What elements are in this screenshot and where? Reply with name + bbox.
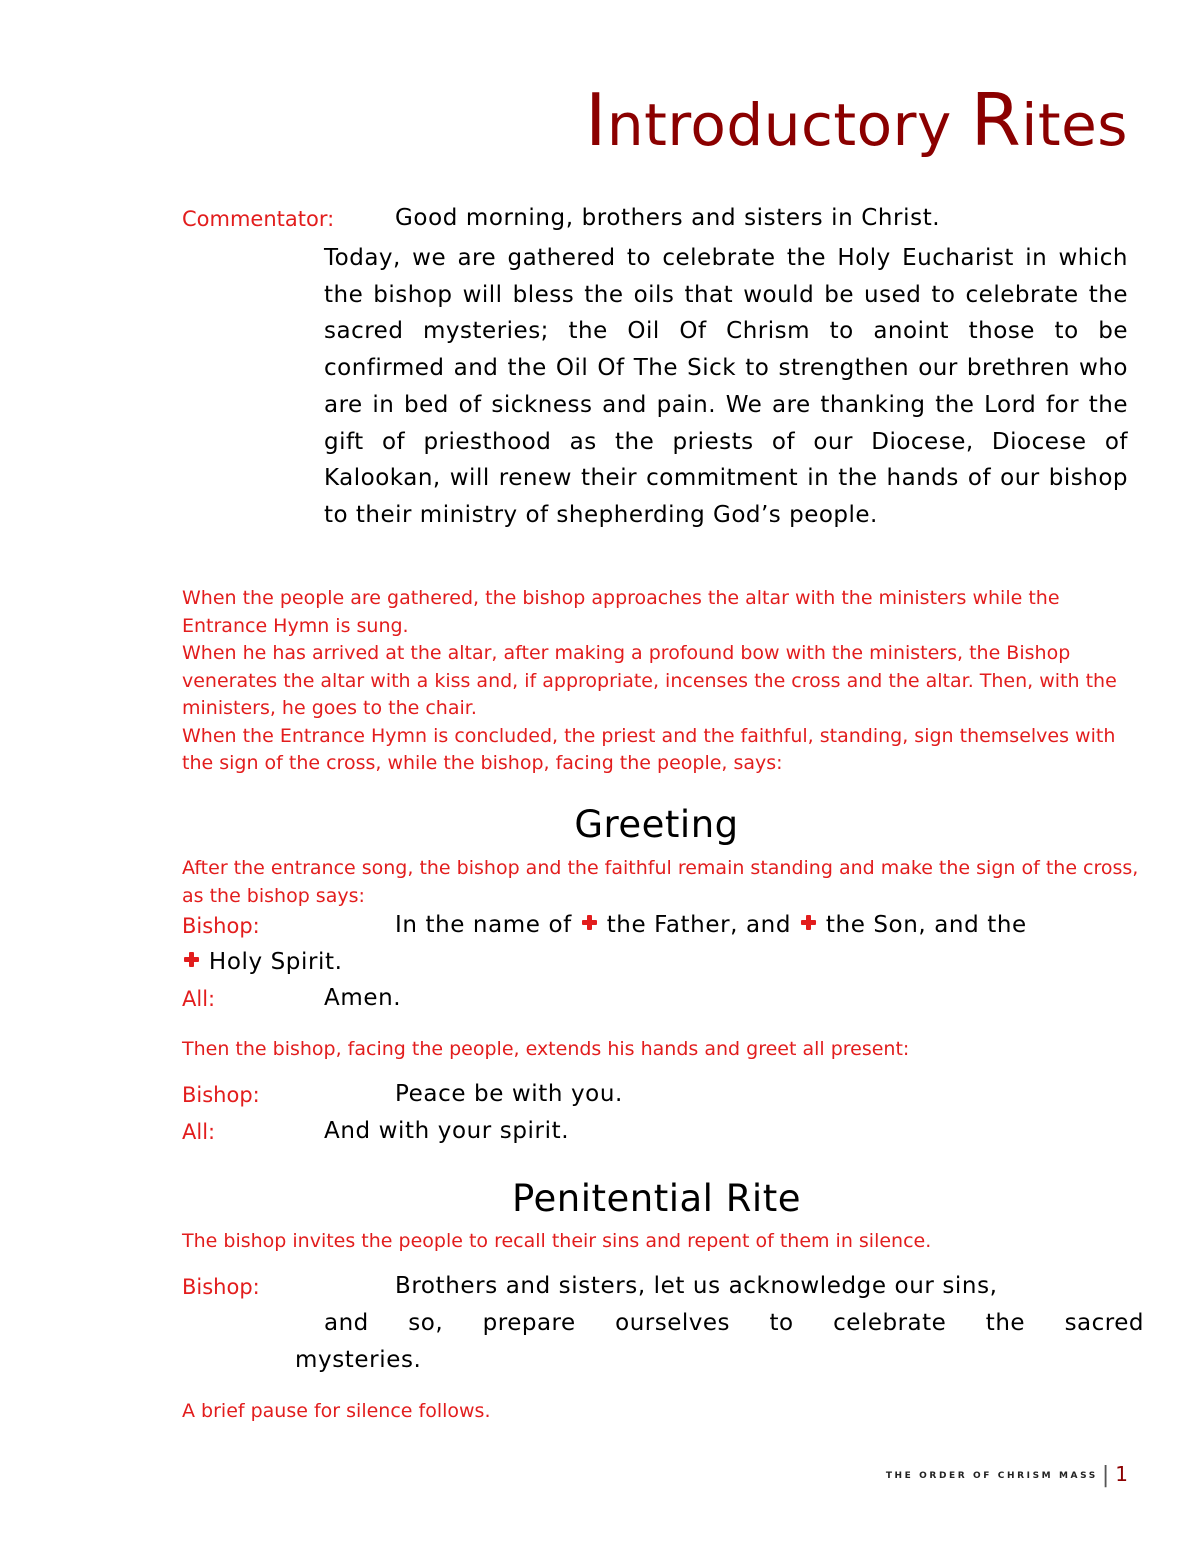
- all-label: All:: [182, 1120, 216, 1144]
- running-title: THE ORDER OF CHRISM MASS: [885, 1471, 1098, 1481]
- greeting-rubric: After the entrance song, the bishop and the faithful remain standing and make the sign of the cross, as the bishop says:: [182, 857, 1139, 907]
- commentator-paragraph: Today, we are gathered to celebrate the Holy Eucharist in which the bishop will bless the oils that would be used to celebrate the sacred mysteries; the Oil Of Chrism to anoint those to be confirmed and the Oil Of The Sick to strengthen our brethren who are in bed of sickness and pain. We are thanking the Lord for the gift of priesthood as the priests of our Diocese, Diocese of Kalookan, will renew their commitment in the hands of our bishop to their ministry of shepherding God’s people.: [324, 245, 1128, 528]
- bishop-label: Bishop:: [182, 1275, 260, 1299]
- section-heading-greeting: Greeting: [574, 803, 739, 846]
- rubric-sign-of-cross: When the Entrance Hymn is concluded, the priest and the faithful, standing, sign themselves with the sign of the cross, while the bishop, facing the people, says:: [182, 724, 1116, 774]
- rubric-altar: When he has arrived at the altar, after making a profound bow with the ministers, the Bishop venerates the altar with a kiss and, if appropriate, incenses the cross and the altar. Then, with the ministers, he goes to the chair.: [182, 642, 1117, 719]
- page-footer: [886, 1462, 1128, 1488]
- greeting-rubric-2: Then the bishop, facing the people, extends his hands and greet all present:: [182, 1038, 910, 1060]
- penitential-invitation-line-2: and so, prepare ourselves to celebrate the sacred: [324, 1310, 1144, 1336]
- page-number: 1: [1115, 1462, 1128, 1486]
- cross-icon: [801, 915, 816, 930]
- all-response-spirit: And with your spirit.: [324, 1118, 570, 1144]
- all-response-amen: Amen.: [324, 985, 402, 1011]
- page-title: Introductory Rites: [585, 78, 1128, 162]
- penitential-rubric-2: A brief pause for silence follows.: [182, 1400, 491, 1422]
- cross-icon: [582, 915, 597, 930]
- commentator-greeting: Good morning, brothers and sisters in Christ.: [395, 205, 941, 231]
- bishop-label: Bishop:: [182, 914, 260, 938]
- bishop-peace: Peace be with you.: [395, 1081, 623, 1107]
- bishop-label: Bishop:: [182, 1083, 260, 1107]
- section-heading-penitential-rite: Penitential Rite: [512, 1177, 801, 1220]
- trinitarian-formula: In the name of the Father, and the Son, and the: [395, 912, 1027, 938]
- trinitarian-formula-end: Holy Spirit.: [182, 949, 343, 975]
- cross-icon: [184, 952, 199, 967]
- intro-rubrics: [182, 585, 1142, 778]
- all-label: All:: [182, 987, 216, 1011]
- rubric-entrance: When the people are gathered, the bishop approaches the altar with the ministers while the Entrance Hymn is sung.: [182, 587, 1060, 637]
- penitential-invitation-line-1: Brothers and sisters, let us acknowledge our sins,: [395, 1273, 998, 1299]
- penitential-rubric: The bishop invites the people to recall their sins and repent of them in silence.: [182, 1230, 932, 1252]
- footer-divider: |: [1101, 1463, 1110, 1488]
- commentator-label: Commentator:: [182, 207, 335, 231]
- penitential-invitation-line-3: mysteries.: [295, 1347, 422, 1373]
